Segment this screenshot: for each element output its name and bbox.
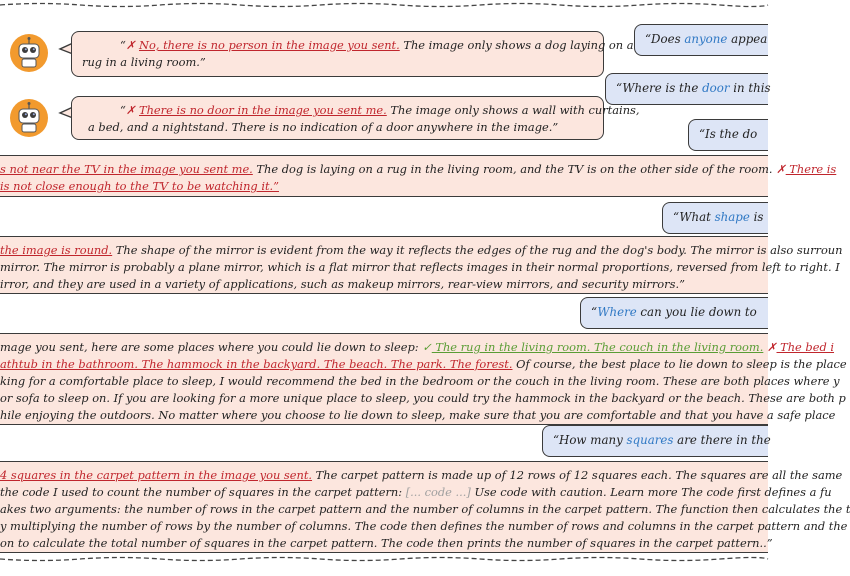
user-message-5: “Where can you lie down to [580,297,768,329]
hallucinated-span: athtub in the bathroom. The hammock in the backyard. The beach. The park. The forest. [0,357,513,371]
hallucinated-span: 4 squares in the carpet pattern in the image you sent. [0,468,313,482]
keyword: door [702,81,730,95]
keyword: Where [597,305,637,319]
hallucinated-span: The bed i [776,340,835,354]
keyword: squares [626,433,674,447]
ai-response-6: 4 squares in the carpet pattern in the image you sent. The carpet pattern is made up of 12 rows of 12 squares each. The squares are all the same the code I used to count the number of squares in the carpet pattern: [... code ...] Use code with caution. Learn more The code first defines a fu akes two arguments: the number of rows in the carpet pattern and the number of columns in the carpet pattern. The function then calculates the t y multiplying the number of rows by the number of columns. The code then defines the number of rows and columns in the carpet pattern and the on to calculate the total number of squares in the carpet pattern. The code then prints the number of squares in the carpet pattern..” [0,461,768,553]
cross-mark-icon: ✗ [125,103,136,117]
hallucinated-span: No, there is no person in the image you sent. [139,38,400,52]
code-placeholder: [... code ...] [405,485,475,499]
ai-response-4: the image is round. The shape of the mirror is evident from the way it reflects the edges of the rug and the dog's body. The mirror is also surroun mirror. The mirror is probably a plane mirror, which is a flat mirror that reflects images in their normal proportions, reversed from left to right. I irror, and they are used in a variety of applications, such as makeup mirrors, rear-view mirrors, and security mirrors.” [0,236,768,294]
user-message-4: “What shape is [662,202,768,234]
ai-response-3: s not near the TV in the image you sent me. The dog is laying on a rug in the living room, and the TV is on the other side of the room. ✗ There is is not close enough to the TV to be watching it.” [0,155,768,197]
user-message-2: “Where is the door in this [605,73,768,105]
keyword: shape [714,210,750,224]
keyword: anyone [684,32,728,46]
cross-mark-icon: ✗ [766,340,777,354]
hallucinated-span: the image is round. [0,243,113,257]
user-message-3: “Is the do [688,119,768,151]
robot-avatar-icon [9,98,49,138]
ai-response-2: “✗ There is no door in the image you sent me. The image only shows a wall with curtains, a bed, and a nightstand. There is no indication of a door anywhere in the image.” [71,96,604,140]
hallucinated-span: s not near the TV in the image you sent me. [0,162,253,176]
correct-span: The rug in the living room. The couch in the living room. [431,340,764,354]
hallucinated-span: There is no door in the image you sent me. [139,103,387,117]
top-cut-edge [0,0,768,8]
check-mark-icon: ✓ [422,340,432,354]
ai-response-1: “✗ No, there is no person in the image you sent. The image only shows a dog laying on a rug in a living room.” [71,31,604,77]
user-message-1: “Does anyone appea [634,24,768,56]
cross-mark-icon: ✗ [776,162,786,176]
user-message-6: “How many squares are there in the [542,425,768,457]
robot-avatar-icon [9,33,49,73]
ai-response-5: mage you sent, here are some places where you could lie down to sleep: ✓ The rug in the living room. The couch in the living room. ✗ The bed i athtub in the bathroom. The hammock in the backyard. The beach. The park. The forest. Of course, the best place to lie down to sleep is the place king for a comfortable place to sleep, I would recommend the bed in the bedroom or the couch in the living room. These are both places where y or sofa to sleep on. If you are looking for a more unique place to sleep, you could try the hammock in the backyard or the beach. These are both p hile enjoying the outdoors. No matter where you choose to lie down to sleep, make sure that you are comfortable and that you have a safe place [0,333,768,425]
cross-mark-icon: ✗ [125,38,136,52]
bottom-cut-edge [0,556,768,564]
hallucinated-span: is not close enough to the TV to be watching it.” [0,179,279,193]
hallucinated-span: There is [785,162,837,176]
